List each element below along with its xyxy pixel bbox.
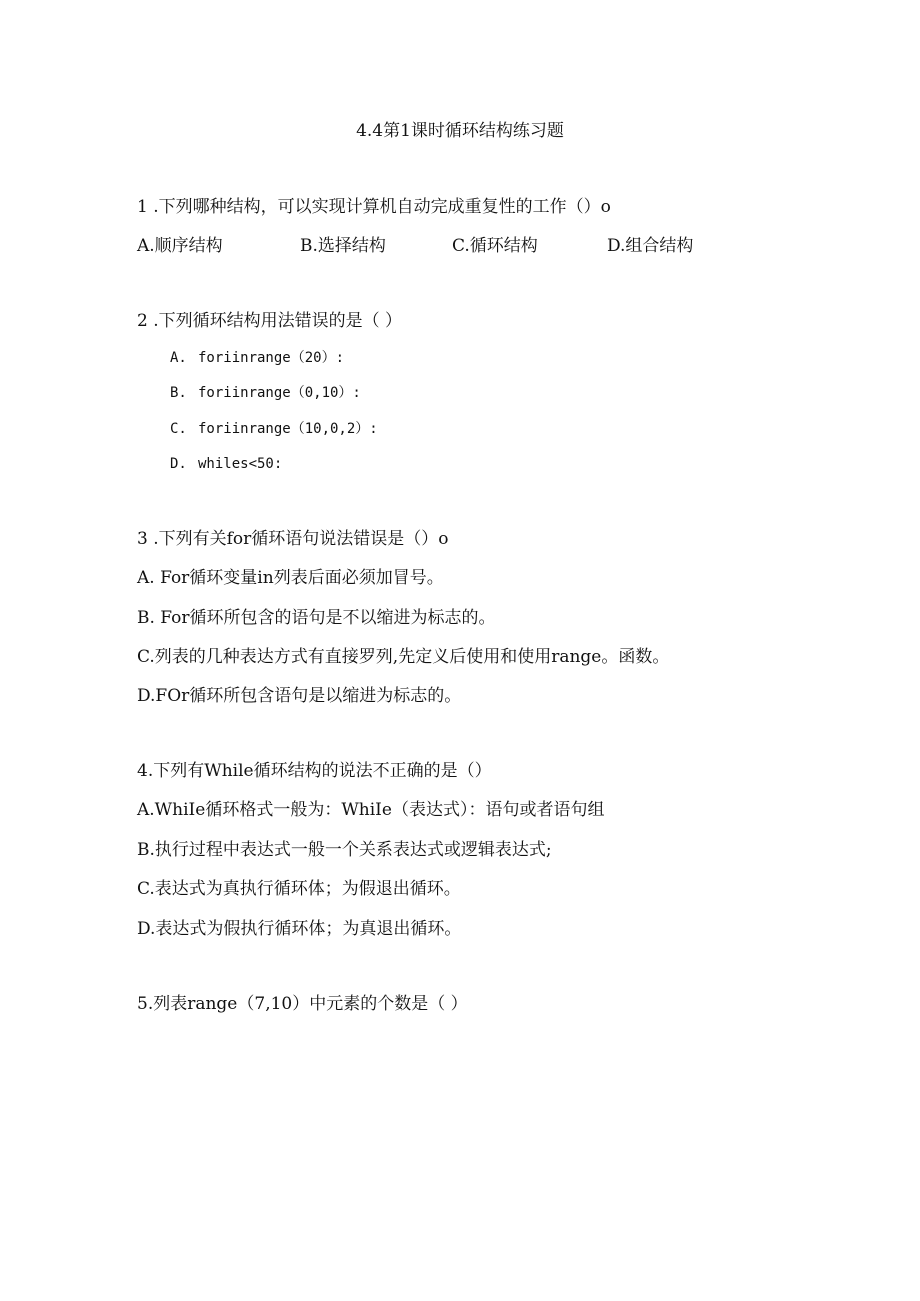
- question-3-option-b: B. For循环所包含的语句是不以缩进为标志的。: [137, 608, 496, 628]
- question-2-option-a: [170, 346, 344, 370]
- question-2-option-b: [170, 381, 361, 405]
- question-4-stem: 4.下列有While循环结构的说法不正确的是（）: [137, 761, 492, 781]
- question-2-option-d: [170, 452, 282, 476]
- option-marker: B.: [170, 385, 187, 401]
- question-3-option-a: A. For循环变量in列表后面必须加冒号。: [137, 568, 444, 588]
- question-1-option-b: B.选择结构: [300, 236, 386, 256]
- question-1-option-d: D.组合结构: [607, 236, 694, 256]
- page-title: 4.4第1课时循环结构练习题: [356, 121, 564, 141]
- question-1-stem: 1 .下列哪种结构，可以实现计算机自动完成重复性的工作（）o: [137, 197, 611, 217]
- option-code: foriinrange（20）:: [198, 350, 345, 366]
- question-3-option-c: C.列表的几种表达方式有直接罗列,先定义后使用和使用range。函数。: [137, 647, 670, 667]
- option-marker: A.: [170, 350, 187, 366]
- option-code: foriinrange（0,10）:: [198, 385, 361, 401]
- question-3-option-d: D.FOr循环所包含语句是以缩进为标志的。: [137, 686, 462, 706]
- question-5-stem: 5.列表range（7,10）中元素的个数是（ ）: [137, 994, 468, 1014]
- question-4-option-c: C.表达式为真执行循环体；为假退出循环。: [137, 879, 461, 899]
- question-4-option-a: A.WhiIe循环格式一般为：WhiIe（表达式）：语句或者语句组: [137, 800, 605, 820]
- option-code: foriinrange（10,0,2）:: [198, 421, 378, 437]
- question-4-option-d: D.表达式为假执行循环体；为真退出循环。: [137, 919, 462, 939]
- option-code: whiles<50:: [198, 456, 283, 472]
- option-marker: C.: [170, 421, 187, 437]
- question-2-stem: 2 .下列循环结构用法错误的是（ ）: [137, 311, 403, 331]
- question-4-option-b: B.执行过程中表达式一般一个关系表达式或逻辑表达式;: [137, 840, 552, 860]
- question-3-stem: 3 .下列有关for循环语句说法错误是（）o: [137, 529, 449, 549]
- question-1-option-a: A.顺序结构: [137, 236, 223, 256]
- question-1-option-c: C.循环结构: [452, 236, 538, 256]
- option-marker: D.: [170, 456, 187, 472]
- question-2-option-c: [170, 417, 378, 441]
